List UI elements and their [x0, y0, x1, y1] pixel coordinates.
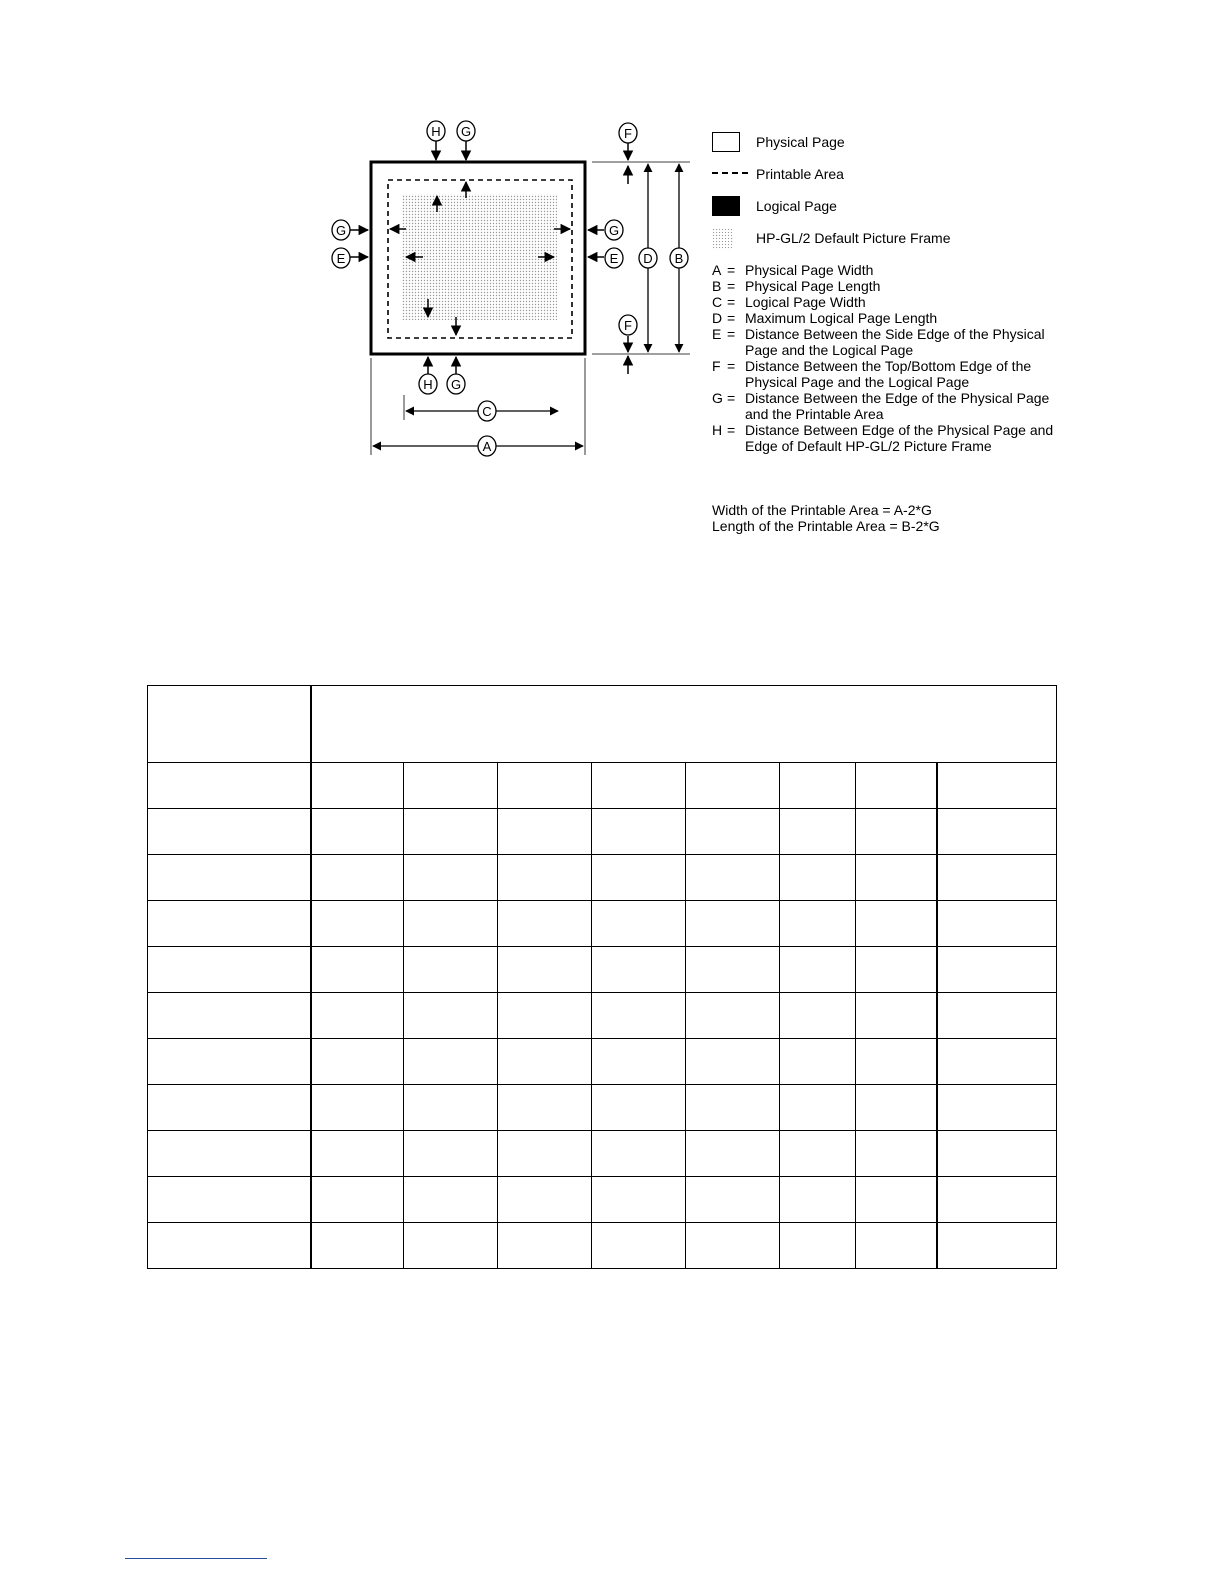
table-cell	[498, 1039, 592, 1085]
legend-label: Logical Page	[756, 198, 837, 214]
table-cell	[780, 1131, 856, 1177]
callout-h-top	[427, 121, 445, 141]
table-cell	[856, 1131, 937, 1177]
svg-text:F: F	[624, 318, 632, 333]
svg-text:F: F	[624, 126, 632, 141]
table-cell	[686, 855, 780, 901]
table-cell	[311, 855, 404, 901]
table-header-cell	[148, 686, 311, 763]
table-row	[148, 809, 1057, 855]
svg-text:H: H	[431, 124, 441, 139]
table-cell	[856, 1039, 937, 1085]
table-cell	[856, 993, 937, 1039]
table-cell	[592, 1177, 686, 1223]
table-cell	[148, 855, 311, 901]
formula-width: Width of the Printable Area = A-2*G	[712, 502, 932, 518]
definition-item: G = Distance Between the Edge of the Physical Page and the Printable Area	[712, 390, 1050, 422]
table-cell	[686, 947, 780, 993]
legend-label: Physical Page	[756, 134, 845, 150]
legend-item-picture-frame	[712, 226, 1072, 258]
table-cell	[592, 993, 686, 1039]
definitions-list	[712, 262, 1055, 454]
table-cell	[404, 947, 498, 993]
table-cell	[498, 763, 592, 809]
table-cell	[148, 809, 311, 855]
table-cell	[311, 1223, 404, 1269]
table-cell	[498, 1223, 592, 1269]
definition-item: H = Distance Between Edge of the Physical Page and Edge of Default HP-GL/2 Picture Frame	[712, 422, 1054, 454]
table-cell	[498, 901, 592, 947]
table-cell	[311, 1177, 404, 1223]
table-cell	[311, 901, 404, 947]
table-row	[148, 763, 1057, 809]
printable-area-formulas	[712, 502, 940, 534]
table-cell	[856, 1223, 937, 1269]
table-cell	[937, 1223, 1057, 1269]
empty-dimensions-table	[147, 685, 1057, 1269]
table-cell	[148, 901, 311, 947]
table-row	[148, 947, 1057, 993]
table-cell	[780, 1039, 856, 1085]
table-cell	[148, 1039, 311, 1085]
table-cell	[937, 1131, 1057, 1177]
table-cell	[498, 993, 592, 1039]
formula-length: Length of the Printable Area = B-2*G	[712, 518, 940, 534]
definition-item: B = Physical Page Length	[712, 278, 881, 294]
table-cell	[686, 1177, 780, 1223]
definition-item: E = Distance Between the Side Edge of the Physical Page and the Logical Page	[712, 326, 1045, 358]
callout-e-left	[332, 248, 350, 268]
table-cell	[404, 1177, 498, 1223]
table-cell	[780, 1223, 856, 1269]
callout-d	[639, 248, 657, 268]
table-cell	[780, 1085, 856, 1131]
svg-text:C: C	[482, 404, 492, 419]
table-cell	[856, 1177, 937, 1223]
table-cell	[686, 1085, 780, 1131]
callout-h-bottom	[419, 374, 437, 394]
callout-g-bottom	[447, 374, 465, 394]
table-cell	[498, 855, 592, 901]
callout-e-right	[605, 248, 623, 268]
table-cell	[311, 947, 404, 993]
table-cell	[148, 1085, 311, 1131]
table-row	[148, 855, 1057, 901]
table-cell	[311, 1085, 404, 1131]
table-cell	[404, 1085, 498, 1131]
table-cell	[404, 855, 498, 901]
svg-text:E: E	[336, 251, 346, 266]
table-cell	[404, 993, 498, 1039]
callout-a	[478, 436, 496, 456]
table-cell	[592, 1131, 686, 1177]
table-cell	[686, 1039, 780, 1085]
table-cell	[592, 855, 686, 901]
table-cell	[780, 901, 856, 947]
table-cell	[404, 1039, 498, 1085]
table-cell	[686, 809, 780, 855]
table-cell	[148, 947, 311, 993]
dashed-line-icon	[712, 172, 748, 174]
table-cell	[592, 1085, 686, 1131]
table-cell	[856, 947, 937, 993]
definition-item: C = Logical Page Width	[712, 294, 866, 310]
table-cell	[404, 901, 498, 947]
table-cell	[148, 763, 311, 809]
table-cell	[311, 809, 404, 855]
picture-frame-rect	[402, 194, 557, 320]
table-cell	[780, 1177, 856, 1223]
table-cell	[311, 993, 404, 1039]
footnote-rule	[125, 1558, 267, 1559]
legend-item-physical-page	[712, 130, 1072, 162]
svg-text:A: A	[482, 439, 492, 454]
table-cell	[404, 1131, 498, 1177]
table-body	[148, 686, 1057, 1269]
table-cell	[404, 1223, 498, 1269]
table-cell	[148, 1223, 311, 1269]
definition-item: A = Physical Page Width	[712, 262, 874, 278]
definition-item: F = Distance Between the Top/Bottom Edge of the Physical Page and the Logical Page	[712, 358, 1032, 390]
table-cell	[592, 947, 686, 993]
table-cell	[404, 809, 498, 855]
table-header-row	[148, 686, 1057, 763]
table-cell	[856, 809, 937, 855]
callout-f-top	[619, 123, 637, 143]
table-cell	[937, 901, 1057, 947]
callout-g-right	[605, 220, 623, 240]
table-cell	[404, 763, 498, 809]
table-cell	[937, 1177, 1057, 1223]
table-cell	[937, 947, 1057, 993]
table-cell	[592, 1223, 686, 1269]
table-cell	[780, 763, 856, 809]
solid-box-icon	[712, 196, 740, 216]
table-cell	[937, 1039, 1057, 1085]
table-cell	[780, 947, 856, 993]
diagram-legend	[712, 130, 1072, 258]
callout-g-left	[332, 220, 350, 240]
table-row	[148, 1177, 1057, 1223]
legend-label: Printable Area	[756, 166, 844, 182]
svg-text:G: G	[335, 223, 347, 238]
legend-item-printable-area	[712, 162, 1072, 194]
legend-item-logical-page	[712, 194, 1072, 226]
table-cell	[780, 809, 856, 855]
table-cell	[592, 763, 686, 809]
table-cell	[686, 763, 780, 809]
svg-text:E: E	[609, 251, 619, 266]
table-header-cell-wide	[311, 686, 1057, 763]
table-cell	[311, 763, 404, 809]
table-row	[148, 1131, 1057, 1177]
table-cell	[686, 993, 780, 1039]
table-cell	[937, 809, 1057, 855]
table-cell	[148, 993, 311, 1039]
table-row	[148, 1085, 1057, 1131]
dotted-box-icon	[712, 228, 734, 250]
svg-text:D: D	[643, 251, 653, 266]
table-cell	[780, 855, 856, 901]
svg-text:G: G	[608, 223, 620, 238]
table-cell	[856, 855, 937, 901]
table-cell	[937, 993, 1057, 1039]
table-cell	[856, 901, 937, 947]
table-cell	[686, 901, 780, 947]
callout-f-bottom	[619, 315, 637, 335]
table-row	[148, 901, 1057, 947]
outline-box-icon	[712, 132, 740, 152]
table-cell	[937, 763, 1057, 809]
callout-b	[670, 248, 688, 268]
table-cell	[686, 1223, 780, 1269]
table-cell	[856, 1085, 937, 1131]
table-cell	[498, 1177, 592, 1223]
legend-label: HP-GL/2 Default Picture Frame	[756, 230, 951, 246]
table-cell	[498, 1085, 592, 1131]
table-cell	[686, 1131, 780, 1177]
table-cell	[311, 1131, 404, 1177]
table-cell	[592, 901, 686, 947]
table-cell	[937, 1085, 1057, 1131]
callout-g-top	[457, 121, 475, 141]
table-cell	[148, 1177, 311, 1223]
table-cell	[856, 763, 937, 809]
table-cell	[937, 855, 1057, 901]
table-cell	[592, 809, 686, 855]
table-cell	[592, 1039, 686, 1085]
svg-text:H: H	[423, 377, 433, 392]
table-cell	[148, 1131, 311, 1177]
table-cell	[498, 1131, 592, 1177]
svg-text:G: G	[450, 377, 462, 392]
table-row	[148, 1223, 1057, 1269]
definition-item: D = Maximum Logical Page Length	[712, 310, 938, 326]
callout-c	[478, 401, 496, 421]
table-row	[148, 993, 1057, 1039]
table-cell	[498, 947, 592, 993]
svg-text:G: G	[460, 124, 472, 139]
table-cell	[498, 809, 592, 855]
table-row	[148, 1039, 1057, 1085]
table-cell	[311, 1039, 404, 1085]
table-cell	[780, 993, 856, 1039]
svg-text:B: B	[674, 251, 684, 266]
